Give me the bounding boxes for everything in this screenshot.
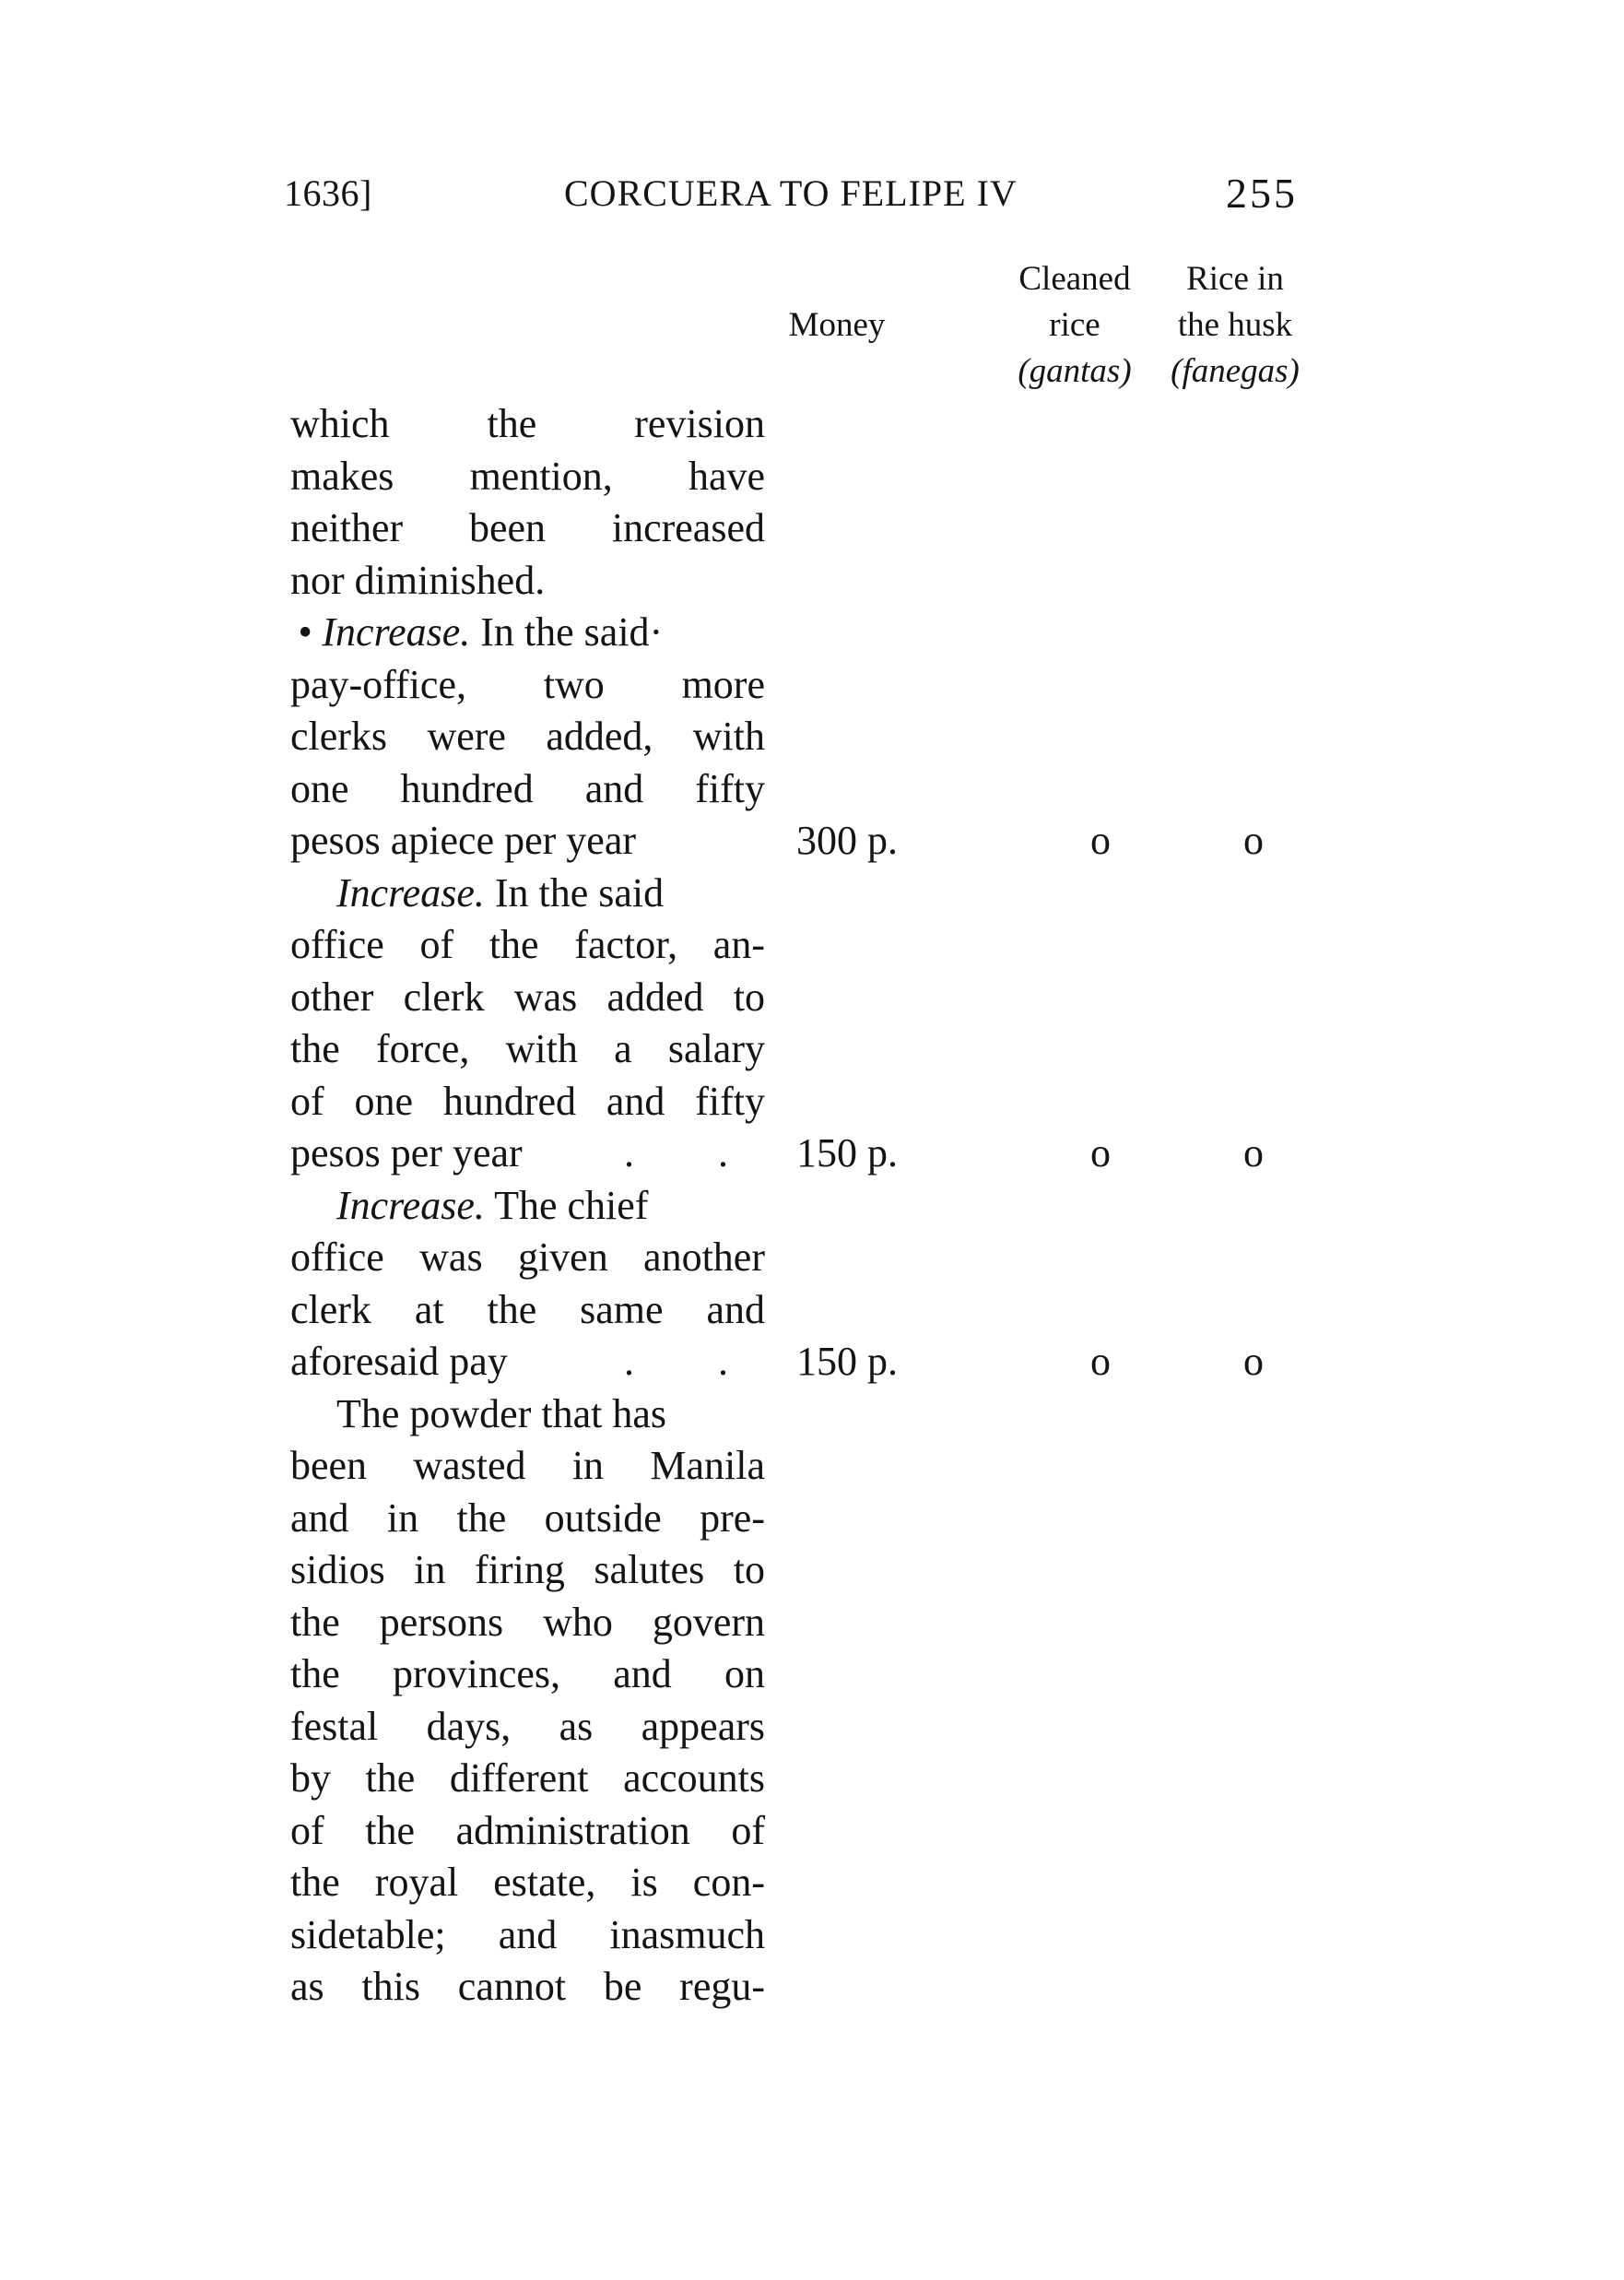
column-header-line: Cleaned (1018, 260, 1131, 298)
text-line (290, 1180, 765, 1233)
text-line: been wasted in Manila (290, 1443, 765, 1488)
text-line: pay-office, two more (290, 661, 765, 707)
running-head-title: CORCUERA TO FELIPE IV (564, 172, 1018, 214)
text-line: sidios in firing salutes to (290, 1547, 765, 1592)
text-line: the force, with a salary (290, 1026, 765, 1071)
money-amount: 150 p. (796, 1339, 898, 1384)
text-line: the provinces, and on (290, 1651, 765, 1696)
column-header-line: rice (1049, 306, 1100, 344)
text-line (290, 607, 765, 659)
money-amount: 300 p. (796, 818, 898, 863)
column-header-unit: (gantas) (1018, 352, 1132, 390)
money-amount: 150 p. (796, 1130, 898, 1175)
text-span: In the said· (470, 609, 664, 655)
text-line: nor diminished. (290, 557, 546, 603)
rice-husk-amount: o (1243, 1339, 1264, 1384)
text-line: one hundred and fifty (290, 765, 765, 811)
text-line: office was given another (290, 1235, 765, 1280)
column-header-money: Money (788, 306, 886, 344)
text-line: sidetable; and inasmuch (290, 1911, 765, 1957)
text-line: of the administration of (290, 1807, 765, 1853)
text-span: aforesaid pay (290, 1339, 508, 1384)
entry-label: • Increase. (298, 609, 471, 655)
column-header-line: Rice in (1186, 260, 1284, 298)
text-line: the persons who govern (290, 1599, 765, 1645)
leader-dots: . . (624, 1339, 765, 1384)
text-line: clerks were added, with (290, 714, 765, 759)
page-number: 255 (1226, 170, 1298, 217)
text-line: clerk at the same and (290, 1286, 765, 1332)
cleaned-rice-amount: o (1090, 1339, 1111, 1384)
text-line: office of the factor, an- (290, 922, 765, 967)
text-line (290, 1336, 765, 1388)
leader-dots: . . (624, 1130, 765, 1175)
text-line: makes mention, have (290, 453, 765, 499)
text-line: by the different accounts (290, 1755, 765, 1801)
text-span: pesos per year (290, 1130, 523, 1175)
text-line: which the revision (290, 401, 765, 446)
text-line: festal days, as appears (290, 1703, 765, 1749)
entry-label: Increase. (336, 869, 485, 916)
text-line: neither been increased (290, 505, 765, 550)
text-line: of one hundred and fifty (290, 1078, 765, 1124)
text-line: and in the outside pre- (290, 1494, 765, 1541)
entry-label: Increase. (336, 1182, 485, 1228)
text-line (290, 868, 765, 920)
running-head-year: 1636] (284, 172, 372, 214)
text-span: In the said (484, 869, 665, 916)
cleaned-rice-amount: o (1090, 1130, 1111, 1175)
rice-husk-amount: o (1243, 818, 1264, 863)
text-line (290, 1128, 765, 1180)
text-line: other clerk was added to (290, 974, 765, 1020)
column-header-line: the husk (1177, 306, 1293, 344)
text-span: The chief (484, 1182, 649, 1228)
text-line: as this cannot be regu- (290, 1964, 765, 2009)
text-line: pesos apiece per year (290, 818, 637, 863)
body-text (290, 398, 765, 2014)
cleaned-rice-amount: o (1090, 818, 1111, 863)
text-line: the royal estate, is con- (290, 1860, 765, 1905)
column-header-rice-husk (1152, 256, 1318, 395)
rice-husk-amount: o (1243, 1130, 1264, 1175)
text-line: The powder that has (336, 1390, 666, 1436)
column-header-cleaned-rice (992, 256, 1158, 395)
column-header-unit: (fanegas) (1171, 352, 1300, 390)
